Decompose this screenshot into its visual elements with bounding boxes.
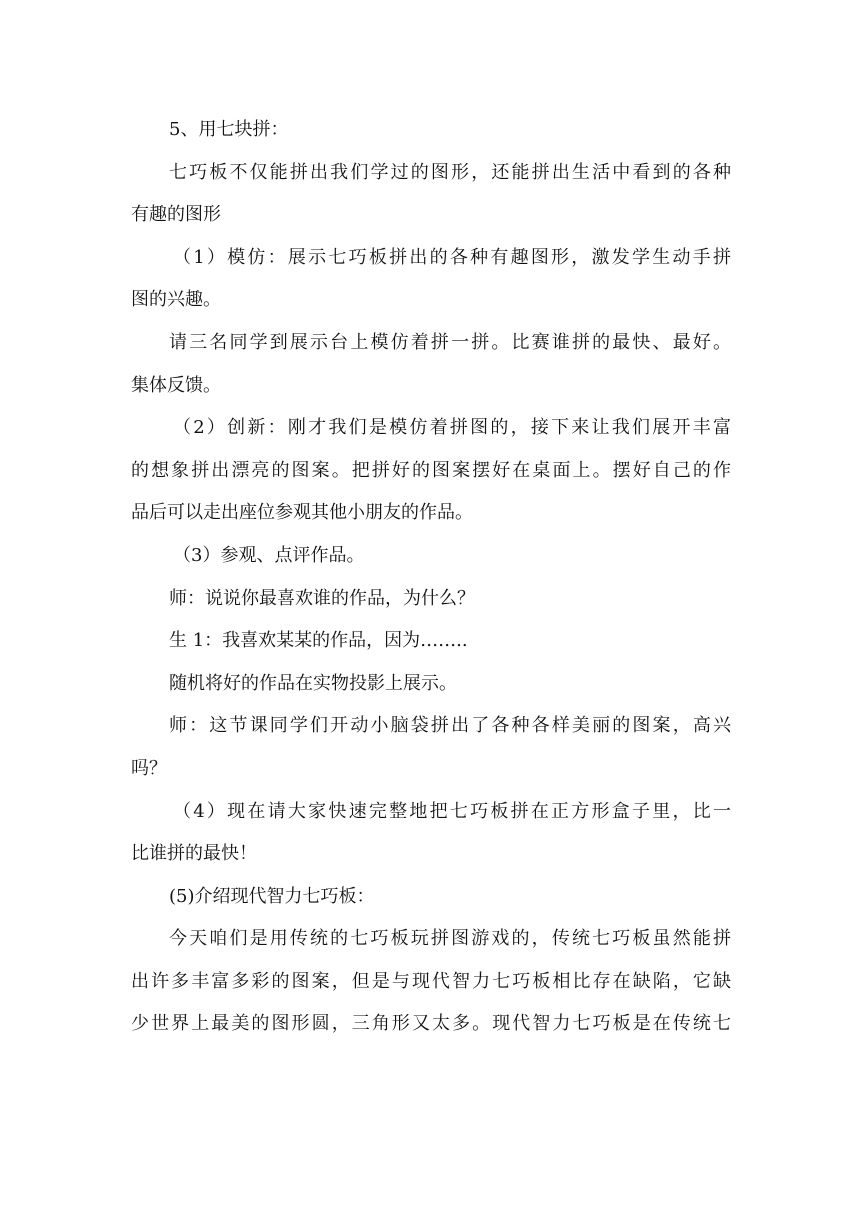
paragraph-line: 集体反馈。: [131, 374, 221, 396]
paragraph-line: 少世界上最美的图形圆，三角形又太多。现代智力七巧板是在传统七: [131, 1013, 731, 1035]
paragraph-line: 今天咱们是用传统的七巧板玩拼图游戏的，传统七巧板虽然能拼: [169, 928, 731, 950]
paragraph-line: 师：这节课同学们开动小脑袋拼出了各种各样美丽的图案，高兴: [169, 715, 731, 737]
paragraph-line: 请三名同学到展示台上模仿着拼一拼。比赛谁拼的最快、最好。: [169, 331, 731, 353]
paragraph-line: 图的兴趣。: [131, 289, 221, 311]
section-heading: 5、用七块拼：: [169, 119, 289, 140]
paragraph-line: （2）创新：刚才我们是模仿着拼图的，接下来让我们展开丰富: [173, 417, 731, 439]
paragraph-line: 生 1：我喜欢某某的作品，因为……..: [169, 630, 468, 652]
paragraph-line: 品后可以走出座位参观其他小朋友的作品。: [131, 502, 473, 524]
paragraph-line: 出许多丰富多彩的图案，但是与现代智力七巧板相比存在缺陷，它缺: [131, 970, 731, 992]
paragraph-line: 随机将好的作品在实物投影上展示。: [169, 672, 457, 694]
paragraph-line: 的想象拼出漂亮的图案。把拼好的图案摆好在桌面上。摆好自己的作: [131, 459, 731, 481]
section-heading: (5)介绍现代智力七巧板：: [169, 885, 375, 907]
paragraph-line: （1）模仿：展示七巧板拼出的各种有趣图形，激发学生动手拼: [173, 246, 731, 268]
paragraph-line: （4）现在请大家快速完整地把七巧板拼在正方形盒子里，比一: [173, 800, 731, 822]
paragraph-line: 师：说说你最喜欢谁的作品，为什么？: [169, 587, 475, 609]
paragraph-line: （3）参观、点评作品。: [173, 544, 365, 566]
paragraph-line: 七巧板不仅能拼出我们学过的图形，还能拼出生活中看到的各种: [169, 161, 731, 183]
paragraph-line: 吗？: [131, 757, 167, 779]
paragraph-line: 比谁拼的最快！: [131, 843, 257, 865]
document-body: [131, 109, 731, 1046]
paragraph-line: 有趣的图形: [131, 204, 221, 226]
